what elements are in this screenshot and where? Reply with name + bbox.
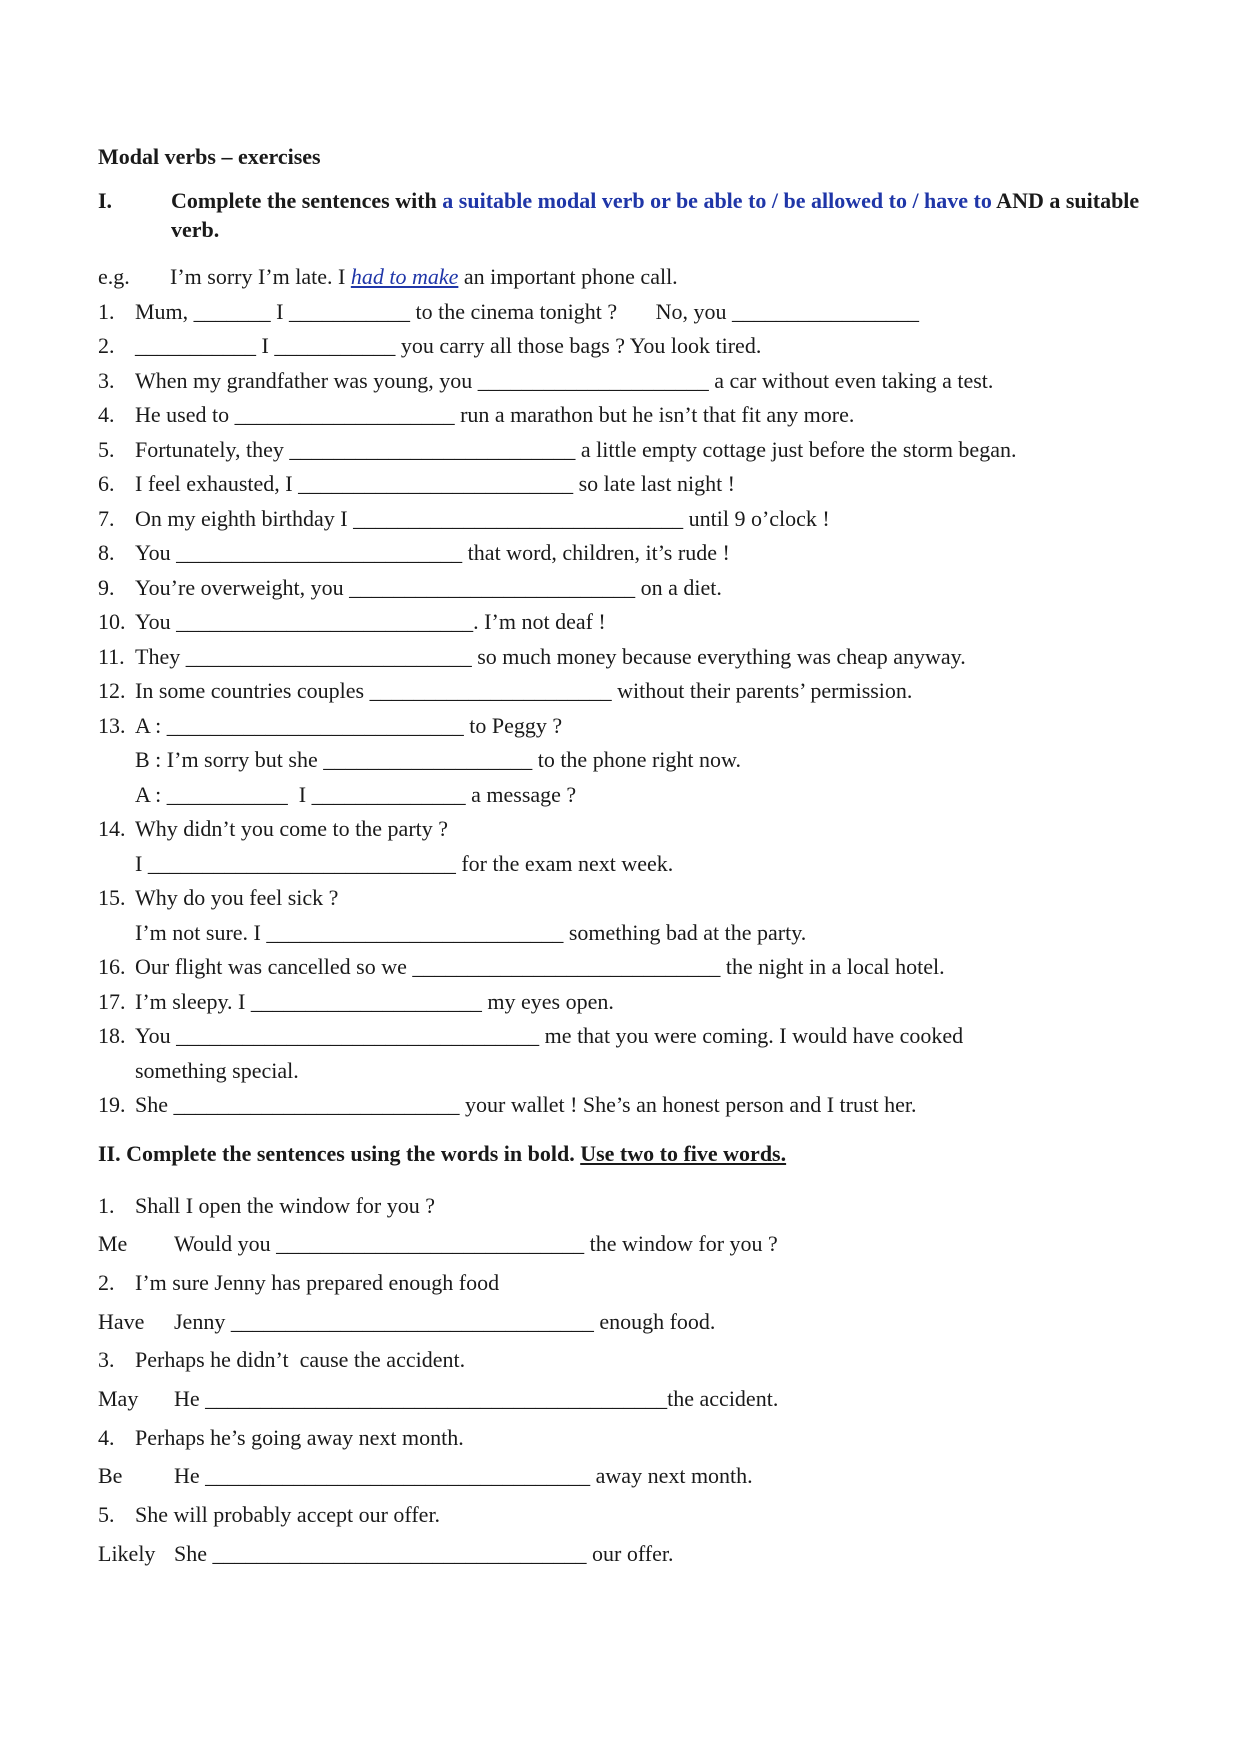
- transform-prompt: [98, 1187, 1158, 1226]
- section-1-instruction-start: Complete the sentences with: [171, 188, 443, 213]
- exercise-number: 9.: [98, 574, 115, 600]
- exercise-number: 6.: [98, 471, 115, 496]
- exercise-line: [98, 1088, 1158, 1123]
- exercise-text: Fortunately, they __________________________ a little empty cottage just before the storm began.: [135, 436, 1017, 462]
- transform-number: 1.: [98, 1192, 115, 1218]
- transform-prompt: [98, 1419, 1158, 1458]
- exercise-number: 4.: [98, 402, 115, 427]
- section-2-list: [98, 1187, 1158, 1574]
- transform-answer: [98, 1457, 1158, 1496]
- transform-prompt: [98, 1496, 1158, 1535]
- exercise-text: B : I’m sorry but she ___________________ to the phone right now.: [135, 747, 741, 772]
- transform-prompt: [98, 1341, 1158, 1380]
- example-label: e.g.: [98, 264, 130, 289]
- exercise-number: 3.: [98, 367, 115, 393]
- exercise-number: 2.: [98, 333, 115, 358]
- exercise-text: I’m not sure. I ___________________________ something bad at the party.: [135, 919, 807, 945]
- exercise-text: Our flight was cancelled so we ____________________________ the night in a local hotel.: [135, 954, 945, 979]
- exercise-text: Why didn’t you come to the party ?: [135, 816, 449, 841]
- exercise-number: 16.: [98, 954, 126, 979]
- exercise-line: [98, 364, 1158, 399]
- exercise-text: On my eighth birthday I ______________________________ until 9 o’clock !: [135, 505, 830, 531]
- example-before: I’m sorry I’m late. I: [170, 264, 351, 289]
- exercise-line: [98, 778, 1158, 813]
- exercise-text: You __________________________ that word, children, it’s rude !: [135, 540, 730, 565]
- exercise-line: [98, 1019, 1158, 1054]
- transform-answer-text: He __________________________________________the accident.: [174, 1385, 779, 1411]
- section-1-list: [98, 295, 1158, 1123]
- transform-prompt-text: Perhaps he didn’t cause the accident.: [135, 1347, 466, 1373]
- example-line: [98, 260, 1158, 295]
- exercise-number: 8.: [98, 540, 115, 565]
- transform-keyword: Me: [98, 1231, 128, 1257]
- section-2-instruction-underlined: Use two to five words.: [580, 1140, 787, 1166]
- exercise-line: [98, 916, 1158, 951]
- exercise-number: 7.: [98, 505, 115, 531]
- exercise-number: 14.: [98, 816, 126, 841]
- exercise-number: 18.: [98, 1023, 126, 1048]
- exercise-text: You _________________________________ me that you were coming. I would have cooked: [135, 1023, 964, 1048]
- exercise-text: You’re overweight, you __________________________ on a diet.: [135, 574, 722, 600]
- exercise-line: [98, 674, 1158, 709]
- exercise-line: [98, 709, 1158, 744]
- section-1-heading: [98, 186, 1158, 244]
- exercise-number: 11.: [98, 643, 125, 669]
- exercise-line: [98, 743, 1158, 778]
- exercise-line: [98, 950, 1158, 985]
- exercise-line: [98, 329, 1158, 364]
- transform-answer-text: Would you ____________________________ the window for you ?: [174, 1231, 778, 1257]
- transform-prompt-text: She will probably accept our offer.: [135, 1502, 441, 1527]
- transform-answer-text: Jenny _________________________________ enough food.: [174, 1308, 716, 1334]
- exercise-number: 19.: [98, 1092, 126, 1117]
- exercise-number: 1.: [98, 298, 115, 324]
- example-answer: had to make: [350, 264, 459, 289]
- transform-answer-text: She __________________________________ our offer.: [174, 1540, 674, 1566]
- exercise-line: [98, 985, 1158, 1020]
- transform-prompt: [98, 1264, 1158, 1303]
- exercise-line: [98, 847, 1158, 882]
- exercise-number: 13.: [98, 712, 126, 738]
- example-after: an important phone call.: [458, 264, 678, 289]
- exercise-text: He used to ____________________ run a marathon but he isn’t that fit any more.: [135, 402, 855, 427]
- exercise-text: I ____________________________ for the exam next week.: [135, 850, 674, 876]
- transform-keyword: Likely: [98, 1540, 156, 1566]
- exercise-text: Mum, _______ I ___________ to the cinema tonight ? No, you _________________: [135, 298, 919, 324]
- exercise-text: A : ___________________________ to Peggy ?: [135, 712, 563, 738]
- transform-keyword: May: [98, 1385, 139, 1411]
- section-1-instruction-end: AND a suitable verb.: [171, 188, 1140, 242]
- section-1-instruction-highlight: a suitable modal verb or be able to / be allowed to / have to: [442, 188, 992, 213]
- exercise-text: She __________________________ your wallet ! She’s an honest person and I trust her.: [135, 1092, 917, 1117]
- exercise-text: I’m sleepy. I _____________________ my eyes open.: [135, 988, 614, 1014]
- page-title: Modal verbs – exercises: [98, 144, 321, 169]
- exercise-line: [98, 812, 1158, 847]
- transform-number: 3.: [98, 1347, 115, 1373]
- exercise-number: 10.: [98, 609, 126, 634]
- exercise-line: [98, 502, 1158, 537]
- exercise-line: [98, 536, 1158, 571]
- exercise-line: [98, 640, 1158, 675]
- exercise-line: [98, 398, 1158, 433]
- transform-keyword: Have: [98, 1308, 145, 1334]
- exercise-line: [98, 295, 1158, 330]
- transform-number: 2.: [98, 1269, 115, 1295]
- transform-number: 4.: [98, 1424, 115, 1450]
- section-2-instruction: II. Complete the sentences using the words in bold.: [98, 1140, 575, 1166]
- exercise-number: 15.: [98, 885, 126, 910]
- exercise-line: [98, 881, 1158, 916]
- exercise-text: In some countries couples ______________________ without their parents’ permission.: [135, 678, 913, 703]
- exercise-text: When my grandfather was young, you _____________________ a car without even taking a test.: [135, 367, 994, 393]
- transform-answer: [98, 1380, 1158, 1419]
- exercise-number: 12.: [98, 678, 126, 703]
- exercise-number: 5.: [98, 436, 115, 462]
- exercise-text: A : ___________ I ______________ a message ?: [135, 781, 577, 807]
- exercise-line: [98, 467, 1158, 502]
- transform-prompt-text: I’m sure Jenny has prepared enough food: [135, 1269, 500, 1295]
- section-1-number: I.: [98, 188, 113, 213]
- section-2-heading: [98, 1137, 1158, 1171]
- exercise-text: Why do you feel sick ?: [135, 885, 339, 910]
- worksheet: [98, 140, 1158, 1573]
- transform-keyword: Be: [98, 1463, 123, 1489]
- exercise-number: 17.: [98, 988, 126, 1014]
- transform-answer: [98, 1303, 1158, 1342]
- exercise-text: ___________ I ___________ you carry all those bags ? You look tired.: [135, 333, 762, 358]
- exercise-line: [98, 1054, 1158, 1089]
- exercise-line: [98, 605, 1158, 640]
- exercise-line: [98, 571, 1158, 606]
- exercise-text: You ___________________________. I’m not deaf !: [135, 609, 606, 634]
- exercise-text: something special.: [135, 1057, 299, 1083]
- transform-prompt-text: Shall I open the window for you ?: [135, 1192, 435, 1218]
- exercise-text: I feel exhausted, I _________________________ so late last night !: [135, 471, 736, 496]
- transform-answer-text: He ___________________________________ away next month.: [174, 1463, 753, 1489]
- transform-prompt-text: Perhaps he’s going away next month.: [135, 1424, 464, 1450]
- exercise-line: [98, 433, 1158, 468]
- exercise-text: They __________________________ so much money because everything was cheap anyway.: [135, 643, 966, 669]
- transform-answer: [98, 1535, 1158, 1574]
- transform-number: 5.: [98, 1502, 115, 1527]
- transform-answer: [98, 1225, 1158, 1264]
